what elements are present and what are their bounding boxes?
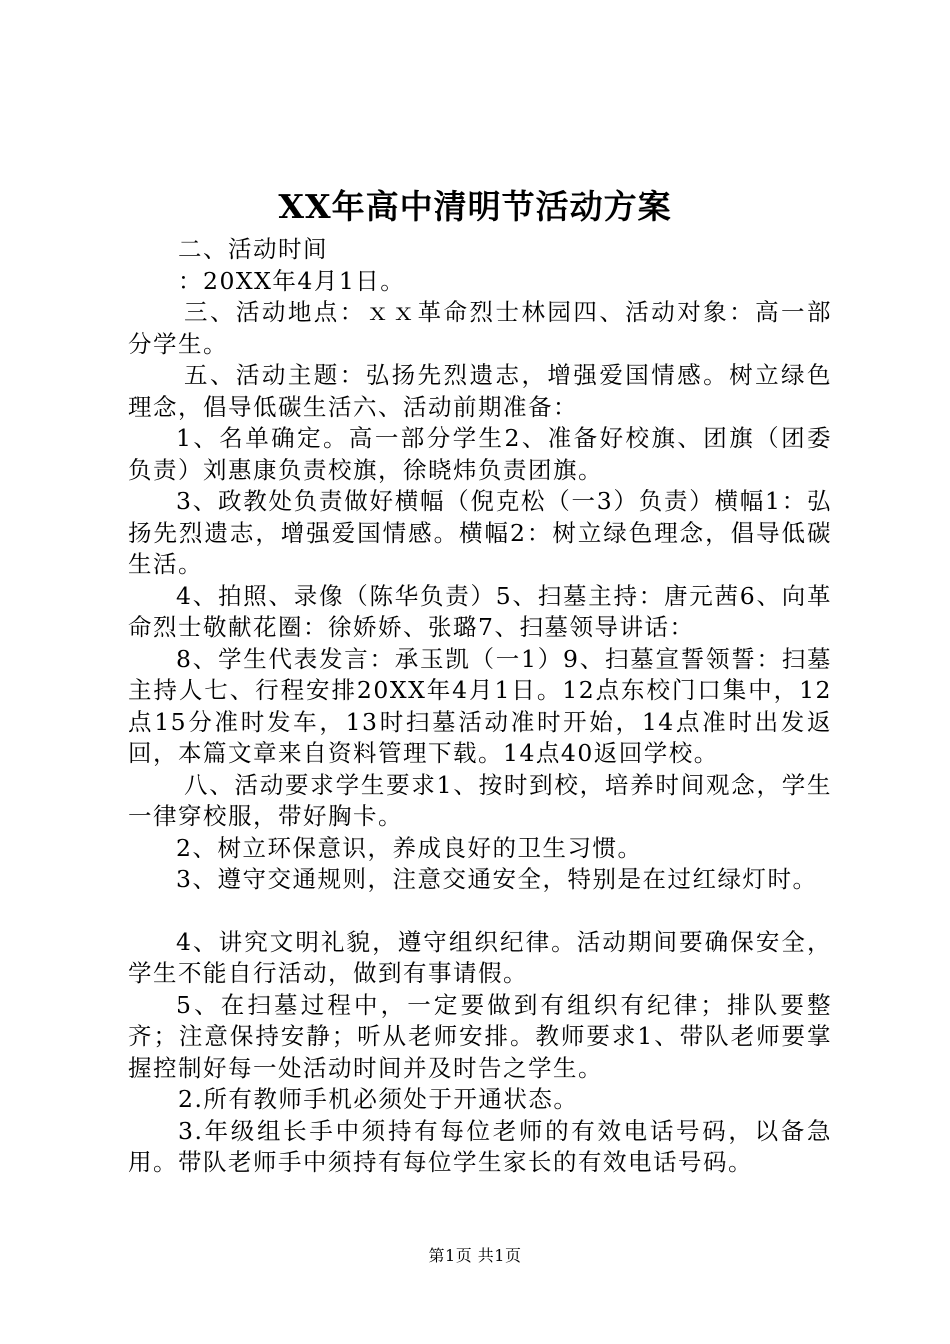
paragraph-gap (128, 896, 832, 927)
paragraph-preparation-1: 1、名单确定。高一部分学生2、准备好校旗、团旗（团委负责）刘惠康负责校旗，徐晓炜负责团旗。 (128, 424, 832, 484)
paragraph-schedule: 8、学生代表发言：承玉凯（一1）9、扫墓宣誓领誓：扫墓主持人七、行程安排20XX年4月1日。12点东校门口集中，12点15分准时发车，13时扫墓活动准时开始，14点准时出发返回，本篇文章来自资料管理下载。14点40返回学校。 (128, 644, 832, 767)
page-footer: 第1页 共1页 (428, 1246, 522, 1265)
paragraph-requirement-5: 5、在扫墓过程中，一定要做到有组织有纪律；排队要整齐；注意保持安静；听从老师安排。教师要求1、带队老师要掌握控制好每一处活动时间并及时告之学生。 (128, 990, 832, 1082)
paragraph-requirement-2: 2、树立环保意识，养成良好的卫生习惯。 (176, 833, 643, 862)
paragraph-requirement-4: 4、讲究文明礼貌，遵守组织纪律。活动期间要确保安全，学生不能自行活动，做到有事请假。 (128, 927, 832, 987)
paragraph-requirements: 八、活动要求学生要求1、按时到校，培养时间观念，学生一律穿校服，带好胸卡。 (128, 770, 832, 830)
paragraph-activity-location: 三、活动地点：ｘｘ革命烈士林园四、活动对象：高一部分学生。 (128, 298, 832, 358)
paragraph-activity-time-heading: 二、活动时间 (178, 235, 328, 263)
paragraph-activity-theme: 五、活动主题：弘扬先烈遗志，增强爱国情感。树立绿色理念，倡导低碳生活六、活动前期准备： (128, 361, 832, 421)
paragraph-teacher-2: 2.所有教师手机必须处于开通状态。 (178, 1085, 579, 1113)
paragraph-activity-date: ：20XX年4月1日。 (178, 266, 406, 295)
document-title: XX年高中清明节活动方案 (278, 187, 672, 226)
paragraph-teacher-3: 3.年级组长手中须持有每位老师的有效电话号码，以备急用。带队老师手中须持有每位学生家长的有效电话号码。 (128, 1116, 832, 1176)
paragraph-preparation-4: 4、拍照、录像（陈华负责）5、扫墓主持：唐元茜6、向革命烈士敬献花圈：徐娇娇、张璐7、扫墓领导讲话： (128, 581, 832, 641)
document-body (128, 234, 832, 1179)
paragraph-preparation-3: 3、政教处负责做好横幅（倪克松（一3）负责）横幅1：弘扬先烈遗志，增强爱国情感。横幅2：树立绿色理念，倡导低碳生活。 (128, 487, 832, 578)
paragraph-requirement-3: 3、遵守交通规则，注意交通安全，特别是在过红绿灯时。 (176, 865, 818, 893)
